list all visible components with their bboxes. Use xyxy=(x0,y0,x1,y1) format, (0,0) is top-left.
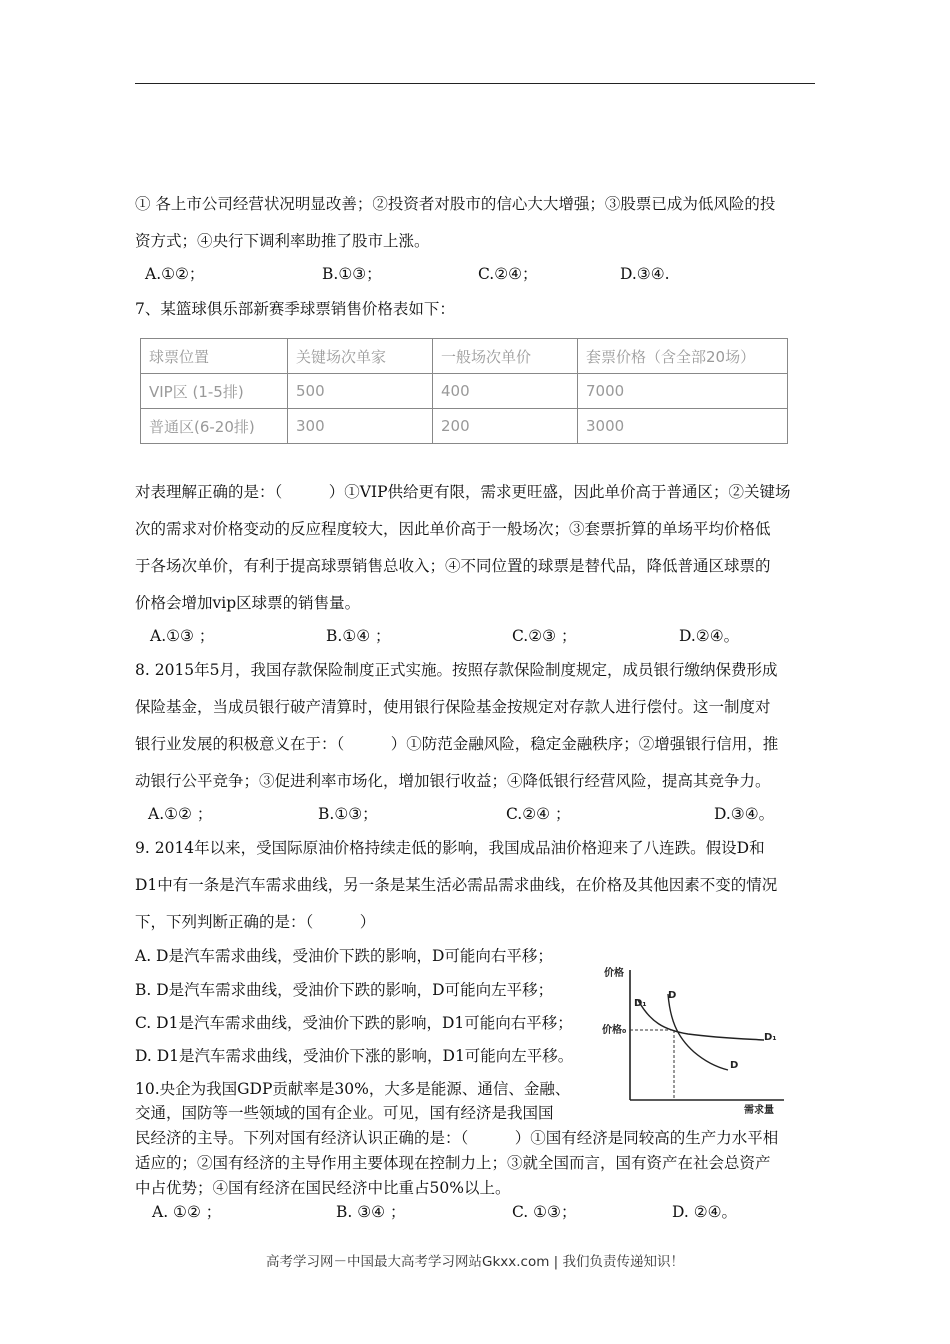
q6-line-2: 资方式；④央行下调利率助推了股市上涨。 xyxy=(135,232,430,250)
q10-line-4: 适应的；②国有经济的主导作用主要体现在控制力上；③就全国而言，国有资产在社会总资产 xyxy=(135,1154,771,1172)
price-p0-label: 价格₀ xyxy=(602,1025,627,1036)
q10-line-3: 民经济的主导。下列对国有经济认识正确的是：（ ）①国有经济是同较高的生产力水平相 xyxy=(135,1129,779,1147)
q9-choice-b: B. D是汽车需求曲线，受油价下跌的影响，D可能向左平移； xyxy=(135,981,554,999)
q10-line-5: 中占优势；④国有经济在国民经济中比重占50%以上。 xyxy=(135,1179,511,1197)
q10-option-a: A. ①② ； xyxy=(152,1203,222,1221)
q7-line-2: 次的需求对价格变动的反应程度较大，因此单价高于一般场次；③套票折算的单场平均价格低 xyxy=(135,520,771,538)
q6-option-d: D.③④. xyxy=(620,265,670,283)
table-row xyxy=(141,374,788,409)
q6-option-c: C.②④； xyxy=(478,265,538,283)
q10-option-b: B. ③④ ； xyxy=(336,1203,406,1221)
q8-line-4: 动银行公平竞争；③促进利率市场化，增加银行收益；④降低银行经营风险，提高其竞争力。 xyxy=(135,772,771,790)
q8-option-b: B.①③； xyxy=(318,805,378,823)
q9-line-1: 9. 2014年以来，受国际原油价格持续走低的影响，我国成品油价格迎来了八连跌。假设D和 xyxy=(135,839,765,857)
q6-line-1: ① 各上市公司经营状况明显改善；②投资者对股市的信心大大增强；③股票已成为低风险的投 xyxy=(135,195,776,213)
table-cell: 500 xyxy=(288,374,433,409)
q9-choice-c: C. D1是汽车需求曲线，受油价下跌的影响，D1可能向右平移； xyxy=(135,1014,573,1032)
q6-option-a: A.①②； xyxy=(145,265,205,283)
q9-line-3: 下，下列判断正确的是：（ ） xyxy=(135,913,376,931)
table-header-cell: 球票位置 xyxy=(141,339,288,374)
table-header-cell: 套票价格（含全部20场） xyxy=(578,339,788,374)
y-axis-label: 价格 xyxy=(604,968,624,979)
q7-line-3: 于各场次单价，有利于提高球票销售总收入；④不同位置的球票是替代品，降低普通区球票的 xyxy=(135,557,771,575)
q10-line-2: 交通，国防等一些领域的国有企业。可见，国有经济是我国国 xyxy=(135,1104,554,1122)
d-end-label: D xyxy=(730,1060,739,1071)
q7-option-d: D.②④。 xyxy=(679,627,740,645)
table-row xyxy=(141,409,788,444)
q7-intro: 7、某篮球俱乐部新赛季球票销售价格表如下： xyxy=(135,300,455,318)
q7-option-b: B.①④ ； xyxy=(326,627,391,645)
table-cell: 3000 xyxy=(578,409,788,444)
table-cell: 200 xyxy=(433,409,578,444)
q8-line-1: 8. 2015年5月，我国存款保险制度正式实施。按照存款保险制度规定，成员银行缴纳保费形成 xyxy=(135,661,778,679)
d-top-label: D xyxy=(668,990,677,1001)
q8-line-3: 银行业发展的积极意义在于：（ ）①防范金融风险，稳定金融秩序；②增强银行信用，推 xyxy=(135,735,779,753)
q8-option-c: C.②④ ； xyxy=(506,805,571,823)
d1-demand-curve xyxy=(638,1000,764,1040)
demand-curve-graph xyxy=(598,960,788,1118)
q8-option-a: A.①② ； xyxy=(148,805,213,823)
q7-option-c: C.②③ ； xyxy=(512,627,577,645)
q9-line-2: D1中有一条是汽车需求曲线，另一条是某生活必需品需求曲线，在价格及其他因素不变的情况 xyxy=(135,876,778,894)
q7-line-4: 价格会增加vip区球票的销售量。 xyxy=(135,594,361,612)
page-footer: 高考学习网－中国最大高考学习网站Gkxx.com | 我们负责传递知识！ xyxy=(265,1254,684,1270)
q7-line-1: 对表理解正确的是：（ ）①VIP供给更有限，需求更旺盛，因此单价高于普通区；②关键场 xyxy=(135,483,791,501)
table-header-cell: 一般场次单价 xyxy=(433,339,578,374)
d1-end-label: D₁ xyxy=(764,1032,777,1043)
q9-choice-a: A. D是汽车需求曲线，受油价下跌的影响，D可能向右平移； xyxy=(135,947,553,965)
table-cell: 400 xyxy=(433,374,578,409)
ticket-price-table xyxy=(140,338,788,444)
table-cell: 300 xyxy=(288,409,433,444)
q8-option-d: D.③④。 xyxy=(714,805,775,823)
q10-option-d: D. ②④。 xyxy=(672,1203,738,1221)
q10-line-1: 10.央企为我国GDP贡献率是30%，大多是能源、通信、金融、 xyxy=(135,1080,571,1098)
q7-option-a: A.①③ ； xyxy=(150,627,215,645)
d1-top-label: D₁ xyxy=(634,998,647,1009)
q9-choice-d: D. D1是汽车需求曲线，受油价下涨的影响，D1可能向左平移。 xyxy=(135,1047,574,1065)
q8-line-2: 保险基金，当成员银行破产清算时，使用银行保险基金按规定对存款人进行偿付。这一制度对 xyxy=(135,698,771,716)
header-rule xyxy=(135,83,815,84)
table-cell: VIP区 (1-5排) xyxy=(141,374,288,409)
table-header-row xyxy=(141,339,788,374)
x-axis-label: 需求量 xyxy=(744,1105,774,1116)
table-cell: 7000 xyxy=(578,374,788,409)
q6-option-b: B.①③； xyxy=(322,265,382,283)
q10-option-c: C. ①③； xyxy=(512,1203,577,1221)
table-cell: 普通区(6-20排) xyxy=(141,409,288,444)
table-header-cell: 关键场次单家 xyxy=(288,339,433,374)
